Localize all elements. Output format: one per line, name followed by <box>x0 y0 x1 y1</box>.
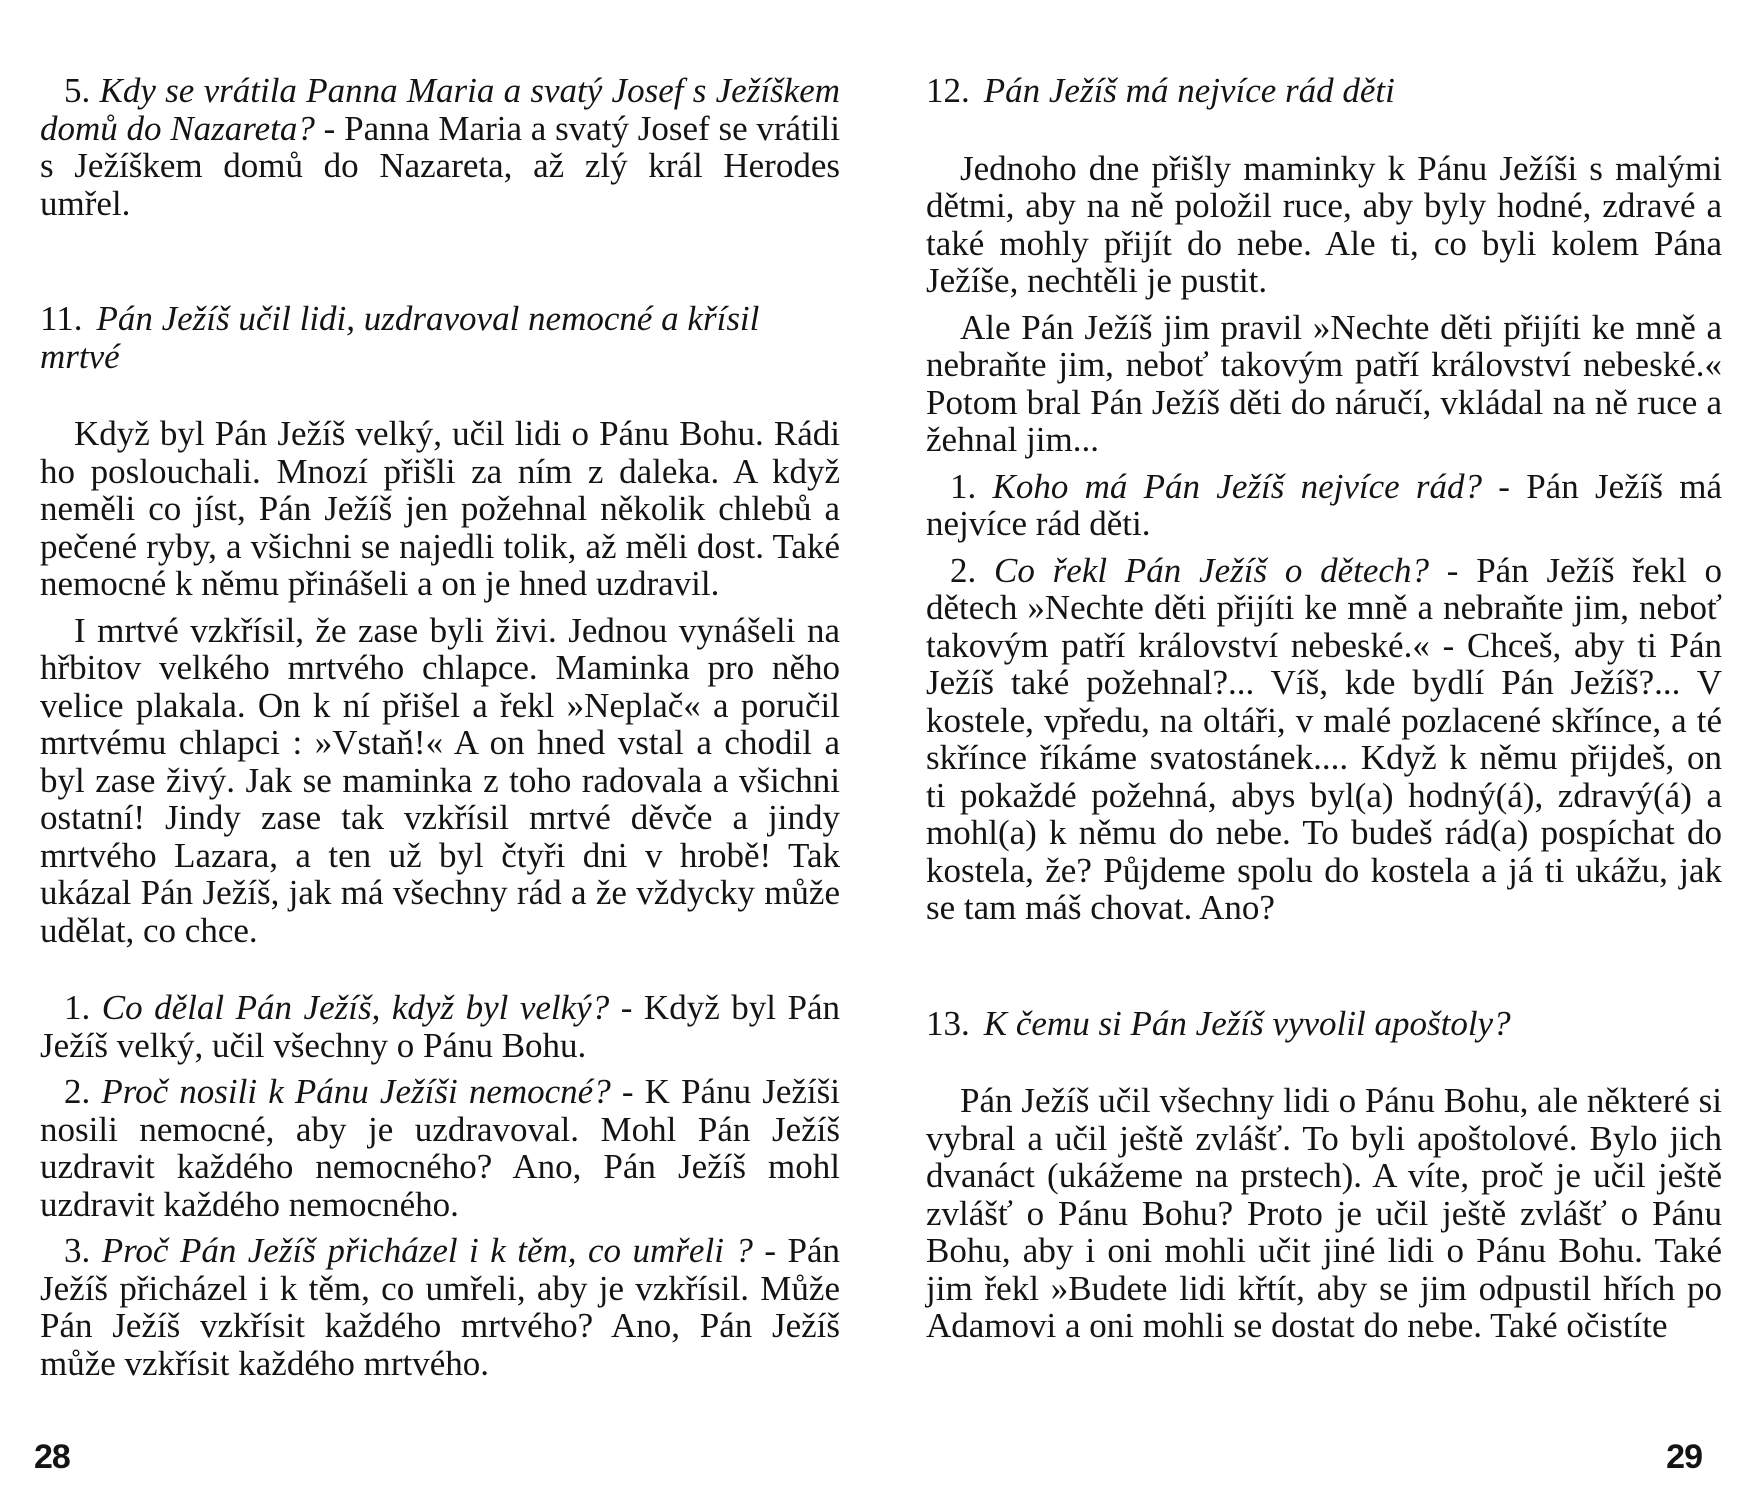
left-text-column <box>40 72 840 1382</box>
question-2 <box>926 552 1722 927</box>
question-text: Kdy se vrátila Panna Maria a svatý Josef s Ježíškem domů do Nazareta? <box>40 71 841 148</box>
paragraph: Pán Ježíš učil všechny lidi o Pánu Bohu, ale některé si vybral a učil ještě zvlášť. To byli apoštolové. Bylo jich dvanáct (ukážeme na prstech). A víte, proč je učil ještě zvlášť o Pánu Bohu? Proto je učil ještě zvlášť o Pánu Bohu, aby i oni mohli učit jiné lidi o Pánu Bohu. Také jim řekl »Budete lidi křtít, aby se jim odpustil hřích po Adamovi a oni mohli se dostat do nebe. Také očistíte <box>926 1081 1722 1345</box>
question-number: 2. <box>950 550 977 590</box>
answer-text: - Když byl Pán Ježíš velký, učil všechny o Pánu Bohu. <box>40 988 841 1065</box>
section-heading-11 <box>40 300 840 375</box>
question-5 <box>40 72 840 222</box>
right-page <box>869 0 1738 1500</box>
answer-text: - Panna Maria a svatý Josef se vrátili s Ježíškem domů do Nazareta, až zlý král Herodes umřel. <box>40 108 840 223</box>
section-title: K čemu si Pán Ježíš vyvolil apoštoly? <box>983 1003 1511 1043</box>
question-text: Co řekl Pán Ježíš o dětech? <box>994 550 1429 590</box>
question-number: 2. <box>64 1072 91 1111</box>
question-number: 1. <box>64 988 91 1027</box>
question-number: 3. <box>64 1231 91 1270</box>
answer-text: - Pán Ježíš přicházel i k těm, co umřeli, aby je vzkřísil. Může Pán Ježíš vzkřísit každého mrtvého? Ano, Pán Ježíš může vzkřísit každého mrtvého. <box>40 1231 841 1383</box>
right-text-column <box>926 72 1722 1345</box>
paragraph: Když byl Pán Ježíš velký, učil lidi o Pánu Bohu. Rádi ho poslouchali. Mnozí přišli za ním z daleka. A když neměli co jíst, Pán Ježíš jen požehnal několik chlebů a pečené ryby, a všichni se najedli tolik, až měli dost. Také nemocné k němu přinášeli a on je hned uzdravil. <box>40 414 840 603</box>
question-number: 1. <box>950 466 977 506</box>
question-number: 5. <box>64 71 91 110</box>
question-1 <box>926 468 1722 543</box>
answer-text: - Pán Ježíš řekl o dětech »Nechte děti přijíti ke mně a nebraňte jim, neboť takovým patří království nebeské.« - Chceš, aby ti Pán Ježíš také požehnal?... Víš, kde bydlí Pán Ježíš?... V kostele, vpředu, na oltáři, v malé pozlacené skřínce, a té skřínce říkáme svatostánek.... Když k němu přijdeš, on ti pokaždé požehná, abys byl(a) hodný(á), zdravý(á) a mohl(a) k němu do nebe. To budeš rád(a) pospíchat do kostela, že? Půjdeme spolu do kostela a já ti ukážu, jak se tam máš chovat. Ano? <box>926 550 1723 927</box>
question-text: Proč Pán Ježíš přicházel i k těm, co umřeli ? <box>101 1231 753 1270</box>
page-number: 29 <box>1666 1438 1702 1476</box>
question-text: Co dělal Pán Ježíš, když byl velký? <box>101 988 610 1027</box>
section-title: Pán Ježíš má nejvíce rád děti <box>983 71 1395 110</box>
section-title: Pán Ježíš učil lidi, uzdravoval nemocné a křísil mrtvé <box>40 299 760 376</box>
paragraph: I mrtvé vzkřísil, že zase byli živi. Jednou vynášeli na hřbitov velkého mrtvého chlapce. Maminka pro něho velice plakala. On k ní přišel a řekl »Neplač« a poručil mrtvému chlapci : »Vstaň!« A on hned vstal a chodil a byl zase živý. Jak se maminka z toho radovala a všichni ostatní! Jindy zase tak vzkřísil mrtvé děvče a jindy mrtvého Lazara, a ten už byl čtyři dni v hrobě! Tak ukázal Pán Ježíš, jak má všechny rád a že vždycky může udělat, co chce. <box>40 610 840 950</box>
paragraph: Ale Pán Ježíš jim pravil »Nechte děti přijíti ke mně a nebraňte jim, neboť takovým patří království nebeské.« Potom bral Pán Ježíš děti do náručí, vkládal na ně ruce a žehnal jim... <box>926 307 1722 459</box>
question-text: Koho má Pán Ježíš nejvíce rád? <box>992 466 1483 506</box>
section-heading-12 <box>926 72 1722 110</box>
question-2 <box>40 1073 840 1223</box>
section-number: 11. <box>40 299 83 338</box>
question-text: Proč nosili k Pánu Ježíši nemocné? <box>101 1072 611 1111</box>
page-number: 28 <box>34 1438 70 1476</box>
section-heading-13 <box>926 1005 1722 1043</box>
section-number: 13. <box>926 1003 970 1043</box>
paragraph: Jednoho dne přišly maminky k Pánu Ježíši s malými dětmi, aby na ně položil ruce, aby byly hodné, zdravé a také mohly přijít do nebe. Ale ti, co byli kolem Pána Ježíše, nechtěli je pustit. <box>926 148 1722 300</box>
question-1 <box>40 989 840 1064</box>
section-number: 12. <box>926 71 970 110</box>
answer-text: - Pán Ježíš má nejvíce rád děti. <box>926 466 1723 543</box>
answer-text: - K Pánu Ježíši nosili nemocné, aby je uzdravoval. Mohl Pán Ježíš uzdravit každého nemocného? Ano, Pán Ježíš mohl uzdravit každého nemocného. <box>40 1072 841 1224</box>
question-3 <box>40 1232 840 1382</box>
